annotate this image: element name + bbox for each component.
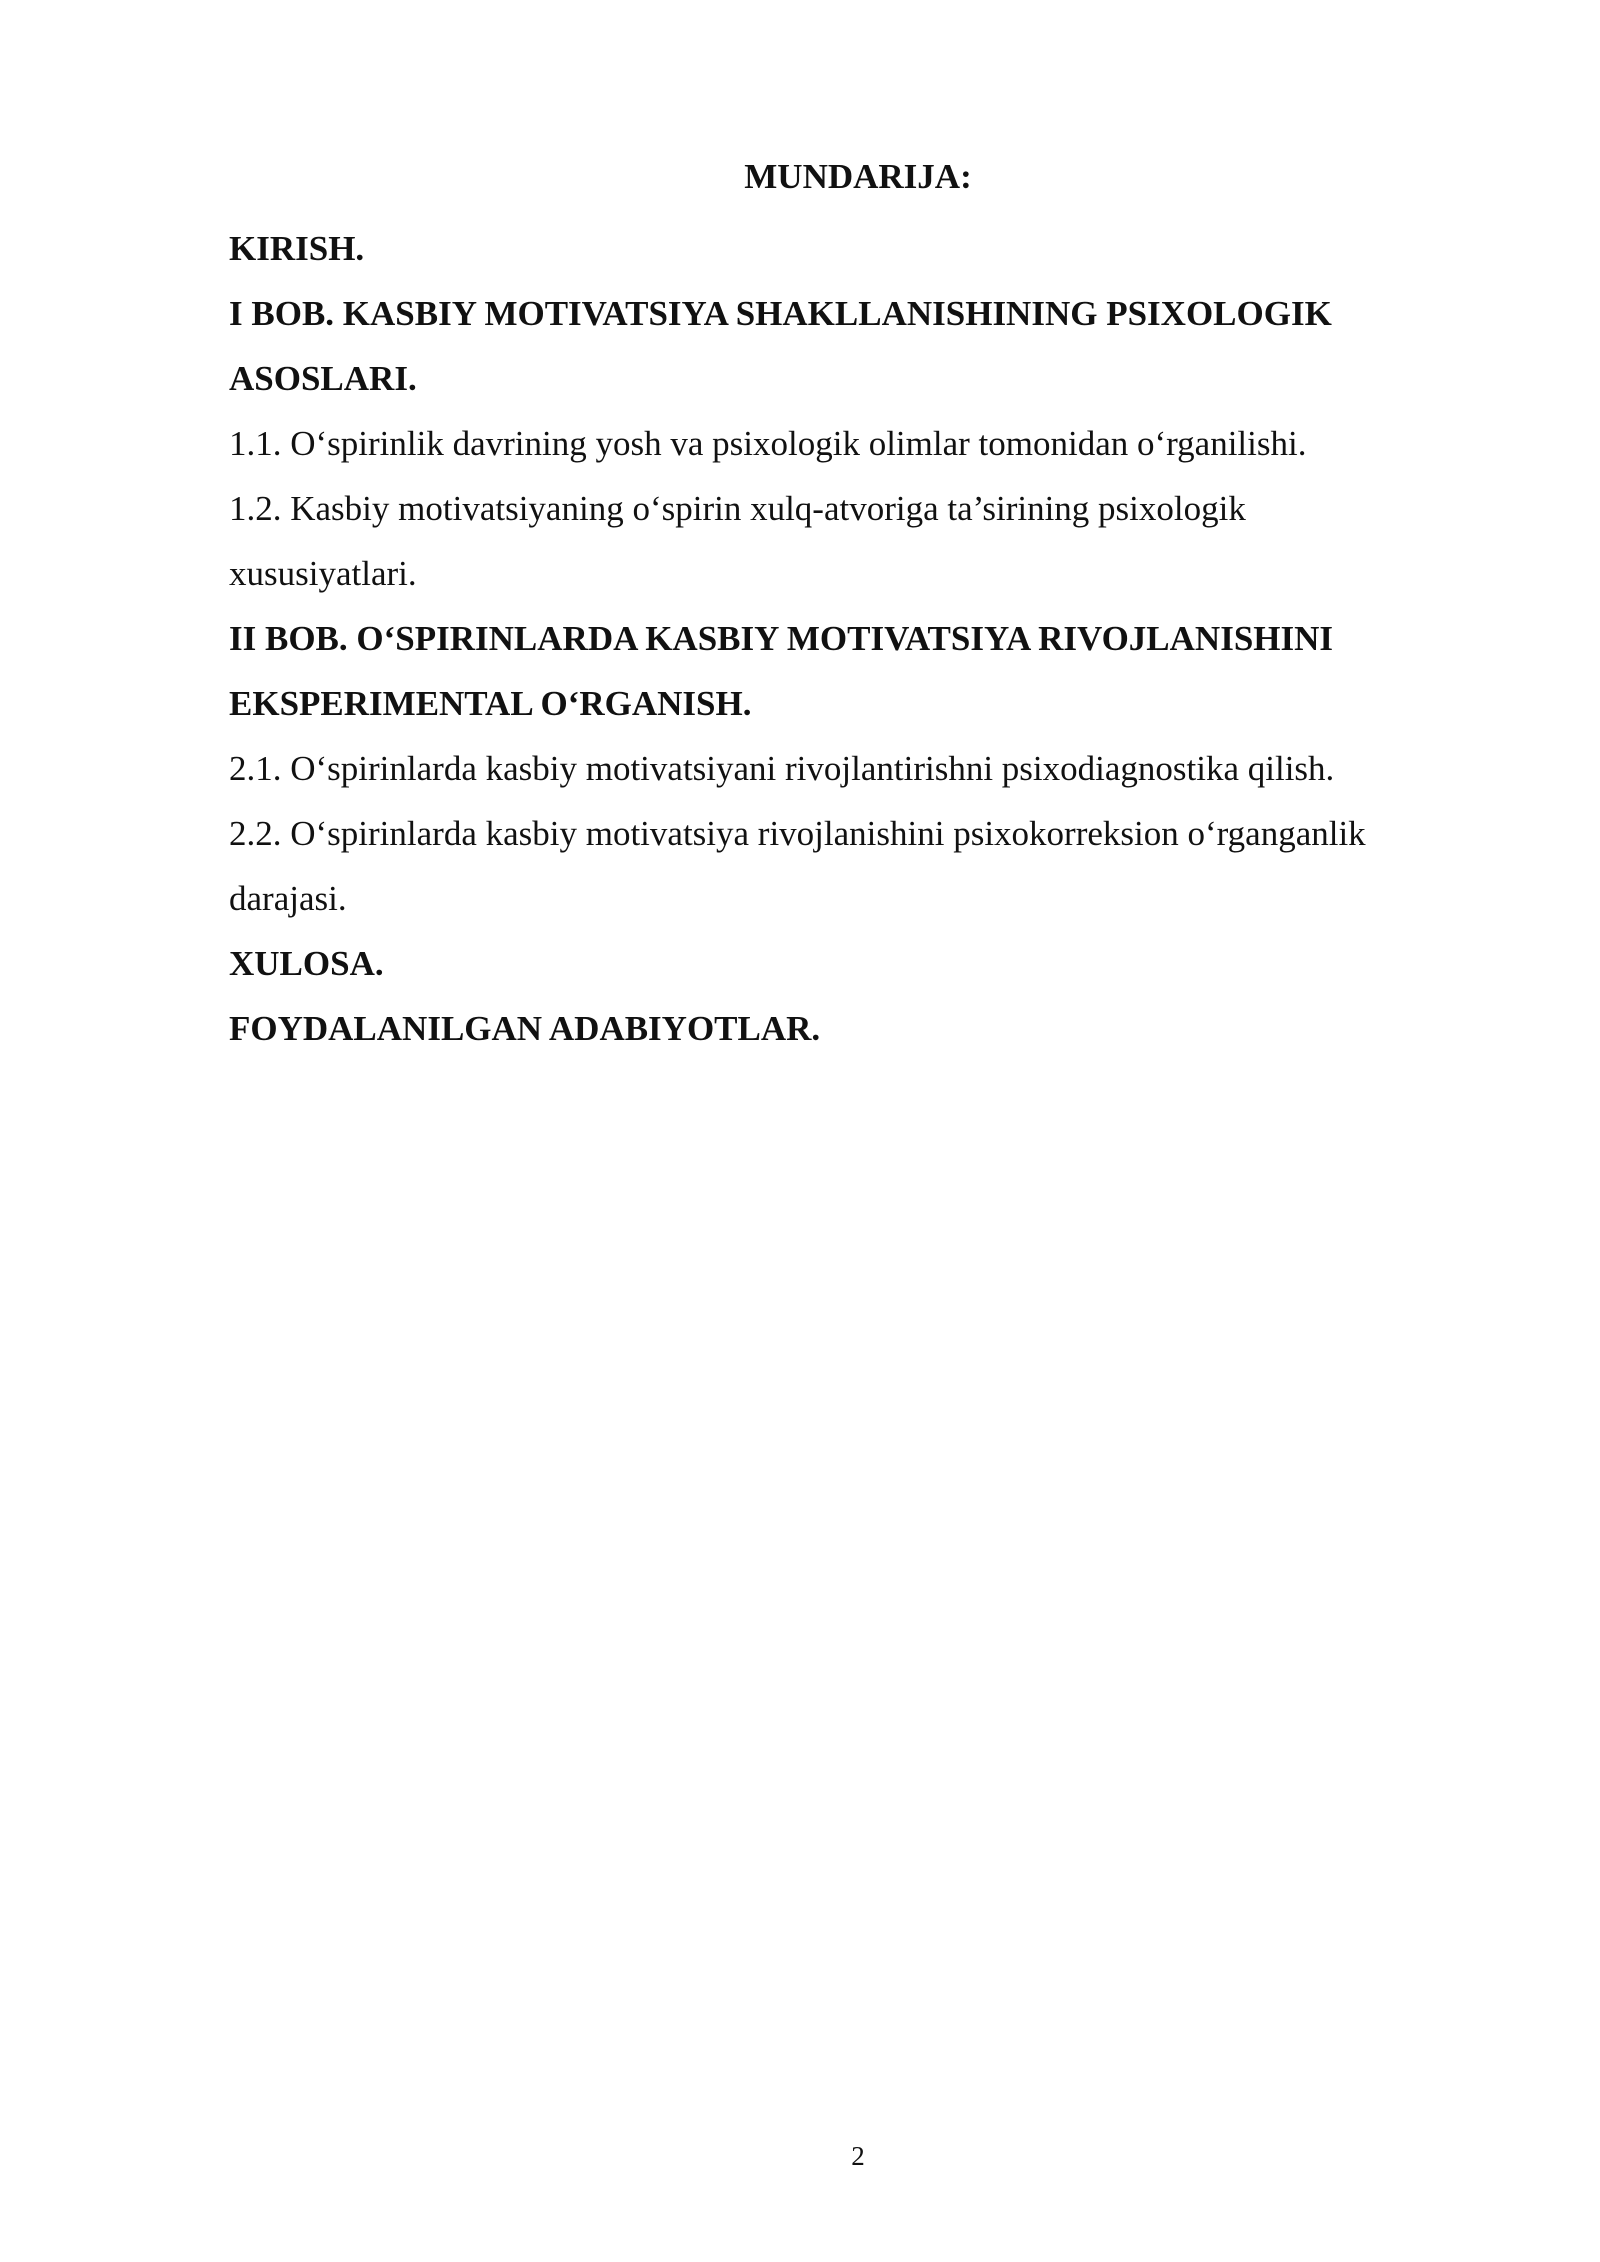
toc-entry-chapter-1-line-2: ASOSLARI. [229, 359, 417, 398]
toc-entry-chapter-1-line-1: I BOB. KASBIY MOTIVATSIYA SHAKLLANISHINING PSIXOLOGIK [229, 294, 1332, 333]
toc-entry-chapter-2-line-2: EKSPERIMENTAL O‘RGANISH. [229, 684, 752, 723]
toc-entry-section-1-2-line-2: xususiyatlari. [229, 554, 417, 593]
toc-entry-section-2-2-line-2: darajasi. [229, 879, 347, 918]
toc-entry-section-1-2-line-1: 1.2. Kasbiy motivatsiyaning o‘spirin xulq-atvoriga ta’sirining psixologik [229, 489, 1246, 528]
page-number: 2 [851, 2141, 865, 2171]
toc-entry-xulosa: XULOSA. [229, 944, 384, 983]
toc-entry-chapter-2-line-1: II BOB. O‘SPIRINLARDA KASBIY MOTIVATSIYA RIVOJLANISHINI [229, 619, 1334, 658]
toc-entry-section-2-1: 2.1. O‘spirinlarda kasbiy motivatsiyani rivojlantirishni psixodiagnostika qilish. [229, 749, 1335, 788]
table-of-contents-title: MUNDARIJA: [744, 157, 972, 196]
toc-entry-kirish: KIRISH. [229, 229, 365, 268]
table-of-contents [229, 216, 1469, 1061]
toc-entry-references: FOYDALANILGAN ADABIYOTLAR. [229, 1009, 821, 1048]
toc-entry-section-1-1: 1.1. O‘spirinlik davrining yosh va psixologik olimlar tomonidan o‘rganilishi. [229, 424, 1307, 463]
toc-entry-section-2-2-line-1: 2.2. O‘spirinlarda kasbiy motivatsiya rivojlanishini psixokorreksion o‘rganganlik [229, 814, 1366, 853]
